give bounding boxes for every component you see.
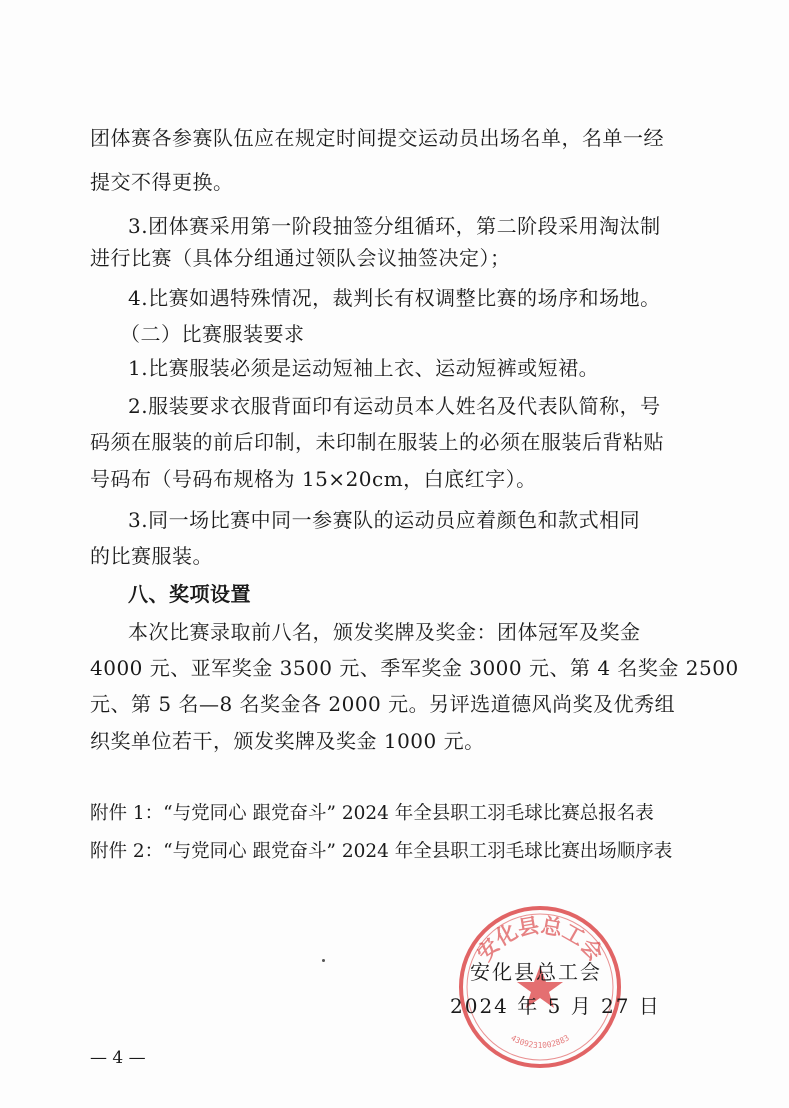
paragraph-line: 的比赛服装。	[90, 544, 213, 568]
paragraph-line: 提交不得更换。	[90, 170, 234, 194]
paragraph-line: 4000 元、亚军奖金 3500 元、季军奖金 3000 元、第 4 名奖金 2500	[90, 656, 739, 680]
attachment-1: 附件 1：“与党同心 跟党奋斗” 2024 年全县职工羽毛球比赛总报名表	[90, 803, 654, 824]
section-heading: 八、奖项设置	[128, 582, 251, 606]
seal-text: 安化县总工会	[472, 913, 608, 966]
official-seal	[455, 902, 625, 1072]
paragraph-line: 3.团体赛采用第一阶段抽签分组循环，第二阶段采用淘汰制	[128, 214, 661, 238]
paragraph-line: 进行比赛（具体分组通过领队会议抽签决定）；	[90, 246, 511, 270]
signature-date: 2024 年 5 月 27 日	[450, 994, 661, 1018]
page-number: — 4 —	[90, 1048, 146, 1068]
paragraph-line: 本次比赛录取前八名，颁发奖牌及奖金：团体冠军及奖金	[128, 620, 641, 644]
paragraph-line: 2.服装要求衣服背面印有运动员本人姓名及代表队简称，号	[128, 394, 661, 418]
section-heading: （二）比赛服装要求	[120, 322, 305, 346]
paragraph-line: 织奖单位若干，颁发奖牌及奖金 1000 元。	[90, 729, 485, 753]
seal-number: 4309231002883	[509, 1033, 571, 1051]
paragraph-line: 号码布（号码布规格为 15×20cm，白底红字）。	[90, 467, 537, 491]
paragraph-line: 元、第 5 名—8 名奖金各 2000 元。另评选道德风尚奖及优秀组	[90, 692, 676, 716]
attachment-2: 附件 2：“与党同心 跟党奋斗” 2024 年全县职工羽毛球比赛出场顺序表	[90, 841, 673, 862]
stray-mark	[322, 959, 325, 962]
paragraph-line: 团体赛各参赛队伍应在规定时间提交运动员出场名单，名单一经	[90, 126, 664, 150]
paragraph-line: 3.同一场比赛中同一参赛队的运动员应着颜色和款式相同	[128, 508, 641, 532]
paragraph-line: 4.比赛如遇特殊情况，裁判长有权调整比赛的场序和场地。	[128, 286, 661, 310]
paragraph-line: 1.比赛服装必须是运动短袖上衣、运动短裤或短裙。	[128, 356, 600, 380]
paragraph-line: 码须在服装的前后印制，未印制在服装上的必须在服装后背粘贴	[90, 430, 664, 454]
signature-organization: 安化县总工会	[470, 960, 602, 984]
